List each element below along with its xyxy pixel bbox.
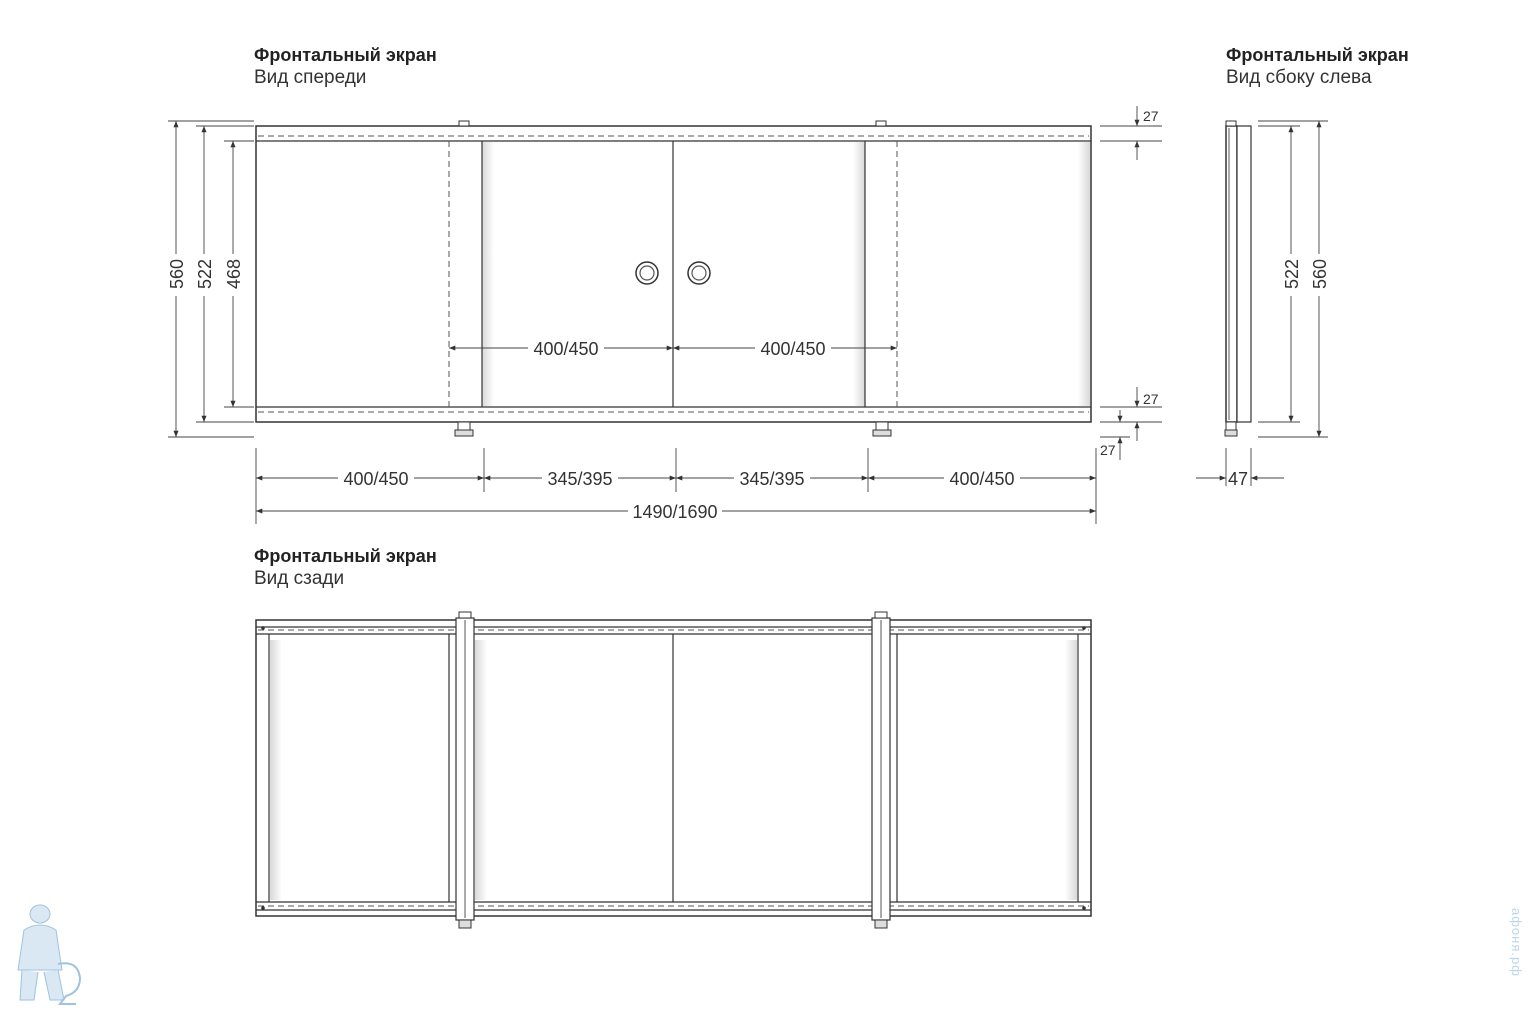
front-handle-left xyxy=(636,262,658,284)
front-handle-right xyxy=(688,262,710,284)
watermark-text: афоня.рф xyxy=(1509,908,1524,977)
front-view-title: Фронтальный экран xyxy=(254,45,437,65)
front-shade-3 xyxy=(1078,142,1090,406)
dim-front-door-left: 400/450 xyxy=(533,339,599,359)
front-top-clip-1 xyxy=(459,121,469,126)
back-screw-bl xyxy=(261,906,265,910)
dim-front-foot: 27 xyxy=(1100,442,1116,458)
back-screw-br xyxy=(1082,906,1086,910)
dim-front-height-total: 560 xyxy=(167,258,187,290)
dim-front-seg-2: 345/395 xyxy=(547,469,613,489)
back-view-title: Фронтальный экран xyxy=(254,546,437,566)
back-post-left xyxy=(456,612,474,928)
front-shade-2 xyxy=(853,142,865,406)
side-view-title: Фронтальный экран xyxy=(1226,45,1409,65)
dim-front-total-length: 1490/1690 xyxy=(632,502,718,522)
plumber-logo xyxy=(10,900,84,1008)
front-foot-2 xyxy=(873,422,891,436)
back-shade-3 xyxy=(1065,640,1077,900)
front-shade-1 xyxy=(482,142,494,406)
side-top-clip xyxy=(1226,121,1236,126)
side-foot xyxy=(1225,422,1237,436)
dim-front-height-inner: 522 xyxy=(195,258,215,290)
back-post-right xyxy=(872,612,890,928)
side-view xyxy=(1196,121,1330,489)
dim-side-height-total: 560 xyxy=(1310,258,1330,290)
dim-front-seg-3: 345/395 xyxy=(739,469,805,489)
front-view xyxy=(166,106,1162,524)
dim-front-seg-1: 400/450 xyxy=(343,469,409,489)
dim-front-bottom-rail: 27 xyxy=(1143,391,1159,407)
dim-side-height-inner: 522 xyxy=(1282,258,1302,290)
back-shade-1 xyxy=(270,640,282,900)
back-view-subtitle: Вид сзади xyxy=(254,567,345,589)
back-shade-2 xyxy=(475,640,487,900)
front-top-clip-2 xyxy=(876,121,886,126)
side-body xyxy=(1226,126,1237,422)
back-screw-tl xyxy=(261,626,265,630)
front-foot-1 xyxy=(455,422,473,436)
dim-front-seg-4: 400/450 xyxy=(949,469,1015,489)
side-inner xyxy=(1237,126,1251,422)
back-screw-tr xyxy=(1082,626,1086,630)
side-view-subtitle: Вид сбоку слева xyxy=(1226,66,1372,88)
dim-front-door-right: 400/450 xyxy=(760,339,826,359)
front-view-subtitle: Вид спереди xyxy=(254,66,367,88)
dim-side-depth: 47 xyxy=(1227,469,1249,489)
back-view xyxy=(256,612,1091,928)
dim-front-height-panel: 468 xyxy=(224,258,244,290)
dim-front-top-rail: 27 xyxy=(1143,108,1159,124)
